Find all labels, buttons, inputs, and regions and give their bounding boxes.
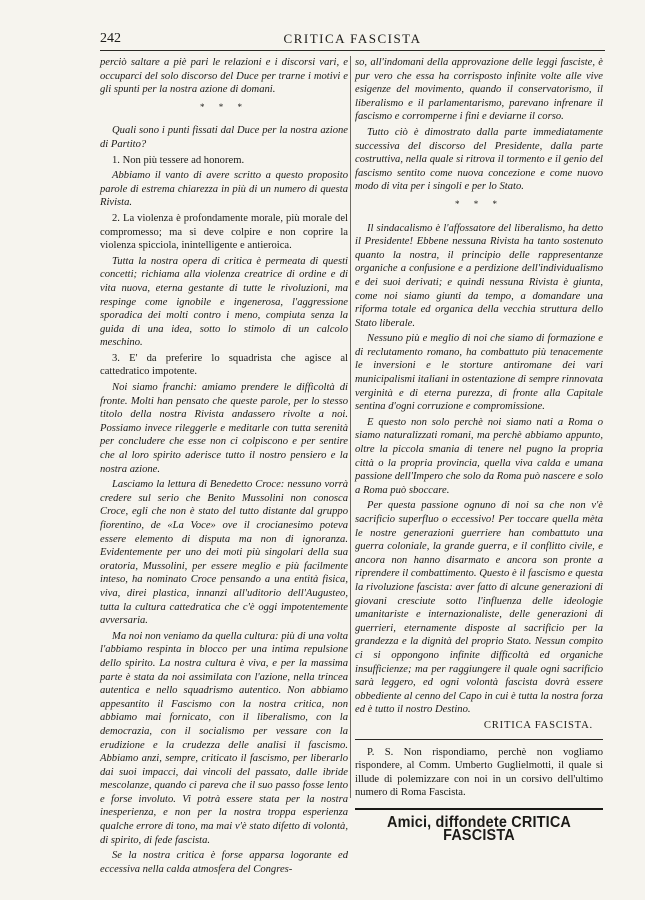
divider [355,808,603,810]
right-column [355,56,603,843]
paragraph: Il sindacalismo è l'affossatore del liberalismo, ha detto il Presidente! Ebbene nessuna Rivista ha tanto sostenuto quanto la nostra, il principio delle rappresentanze organiche a confusione e a perdizione dell'individualismo e dei suoi derivati; e quindi nessuna Rivista è giunta, come noi siamo giunti da tempo, a domandare una riforma totale ed organica della vecchia struttura dello Stato liberale. [355,222,603,329]
paragraph: Nessuno più e meglio di noi che siamo di formazione e di reclutamento romano, ha combattuto più tenacemente le inversioni e le storture antiromane dei vari municipalismi italiani in ostentazione di sempre rinnovata verginità e di eterna purezza, di fronte alla Capitale sentina d'ogni corruzione e compromissione. [355,333,603,413]
paragraph: Quali sono i punti fissati dal Duce per la nostra azione di Partito? [100,125,348,150]
paragraph: Se la nostra critica è forse apparsa logorante ed eccessiva nella calda atmosfera del Congres- [100,850,348,875]
running-title: CRITICA FASCISTA [283,31,422,46]
paragraph: Noi siamo franchi: amiamo prendere le difficoltà di fronte. Molti han pensato che queste parole, per lo stesso titolo della nostra Rivista andassero rivolte a noi. Possiamo invece rileggerle e meditarle con tutta serenità per concludere che esse non ci colpiscono e per sentire che al loro spirito aderisce tutto il nostro pensiero e la nostra azione. [100,382,348,475]
paragraph: 2. La violenza è profondamente morale, più morale del compromesso; ma si deve colpire e non coprire la violenza spicciola, inintelligente e antieroica. [100,212,348,252]
paragraph: 3. E' da preferire lo squadrista che agisce al cattedratico impotente. [100,352,348,378]
paragraph: so, all'indomani della approvazione delle leggi fasciste, è pur vero che essa ha corrisposto infinite volte alle vive esigenze del movimento, quando il conservatorismo, il liberalismo e il parlamentarismo, parevano infrenare il fascismo e corromperne i fini e deviarne il corso. [355,57,603,123]
divider [355,739,603,740]
page-header [100,28,605,51]
promo-banner: Amici, diffondete CRITICA FASCISTA [386,813,572,845]
signature: CRITICA FASCISTA. [483,719,593,731]
paragraph: E questo non solo perchè noi siamo nati a Roma o siamo naturalizzati romani, ma perchè abbiamo appunto, oltre la piccola smania di tenere nel pugno la propria città o la propria provincia, quella viva calda e umana passione dell'Impero che solo da Roma può nascere e solo a Roma può sboccare. [355,416,603,496]
paragraph: Tutta la nostra opera di critica è permeata di questi concetti; richiama alla violenza creatrice di ordine e di vita nuova, eterna gestante di tutte le rivoluzioni, ma respinge come ignobile e ingenerosa, l'aggressione sporadica dei molti contro i meno, compiuta senza la guida di una idea, sotto lo stimolo di un calcolo meschino. [100,255,348,349]
paragraph: Tutto ciò è dimostrato dalla parte immediatamente successiva del discorso del Presidente, dalla parte costruttiva, nella quale si ritrova il tormento e il genio del fascismo sentito come nuova concezione e come nuovo modo di vita per i singoli e per lo Stato. [355,126,603,193]
paragraph: Abbiamo il vanto di avere scritto a questo proposito parole di estrema chiarezza in più di un numero di questa Rivista. [100,170,348,209]
paragraph: 1. Non più tessere ad honorem. [112,154,245,166]
paragraph: perciò saltare a piè pari le relazioni e i discorsi vari, e occuparci del solo discorso del Duce per trarne i motivi e gli spunti per la nostra azione di domani. [100,57,348,96]
paragraph: Lasciamo la lettura di Benedetto Croce: nessuno vorrà credere sul serio che Benito Mussolini non conosca Croce, egli che non è stato del tutto distante dal gruppo fiorentino, de «La Voce» ove il crocianesimo poteva essere elemento di disputa ma non di ignoranza. Evidentemente per uno dei moti più singolari della sua oratoria, Mussolini, per essere meglio e più facilmente inteso, ha nominato Croce pensando a una entità fisica, viva, direi plastica, innanzi all'uditorio dell'Augusteo, tutta la cultura cattedratica che c'è oggi impotentemente avversaria. [100,479,348,627]
section-separator: * * * [455,198,503,209]
left-column [100,56,348,878]
page-number: 242 [100,31,121,46]
paragraph: Ma noi non veniamo da quella cultura: più di una volta l'abbiamo respinta in blocco per una intima repulsione dello spirito. La nostra cultura è viva, e per la massima parte è stata da noi assimilata con l'azione, nella trincea autentica e nello squadrismo autentico. Non abbiamo appesantito il Fascismo con la nostra critica, non abbiamo mai fornicato, con il liberalismo, con la democrazia, con il socialismo per vessare con la erudizione e la crudezza delle analisi il fascismo. Abbiamo anzi, sempre, criticato il fascismo, per liberarlo dai suoi impacci, dai vincoli del passato, dalle ibride mescolanze, quando ci pareva che il suo passo fosse lento e forse involuto. Vi potrà essere stata per la nostra inesperienza, e non per la nostra troppa esperienza qualche errore di tono, ma mai v'è stato difetto di volontà, di spirito, di fede fascista. [100,630,348,846]
section-separator: * * * [200,101,248,112]
postscript: P. S. Non rispondiamo, perchè non vogliamo rispondere, al Comm. Umberto Guglielmotti, il quale si illude di polemizzare con noi in un corsivo dell'ultimo numero di Roma Fascista. [355,746,603,799]
paragraph: Per questa passione ognuno di noi sa che non v'è sacrificio superfluo o eccessivo! Per toccare quella mèta le nostre generazioni guerriere han combattuto una guerra coloniale, la grande guerra, e il conflitto civile, e ancora non hanno disarmato e ancora son pronte a riprendere il combattimento. Questo è il fascismo e questa la rivoluzione fascista: aver fatto di alcune generazioni di giovani cresciute sotto l'influenza delle ideologie umanitariste e internazionaliste, delle generazioni di guerrieri, eternamente disposte al sacrificio per la grandezza e la dignità del proprio Stato. Nessun compito ci si oppongono infinite difficoltà ed organiche insufficienze; ma per raggiungere il quale ogni sacrificio sarà leggero, ed ogni volontà fascista dovrà essere obbediente al cenno del Capo in cui è tutta la nostra forza ed è tutto il nostro Destino. [355,500,603,716]
column-divider [350,56,351,798]
